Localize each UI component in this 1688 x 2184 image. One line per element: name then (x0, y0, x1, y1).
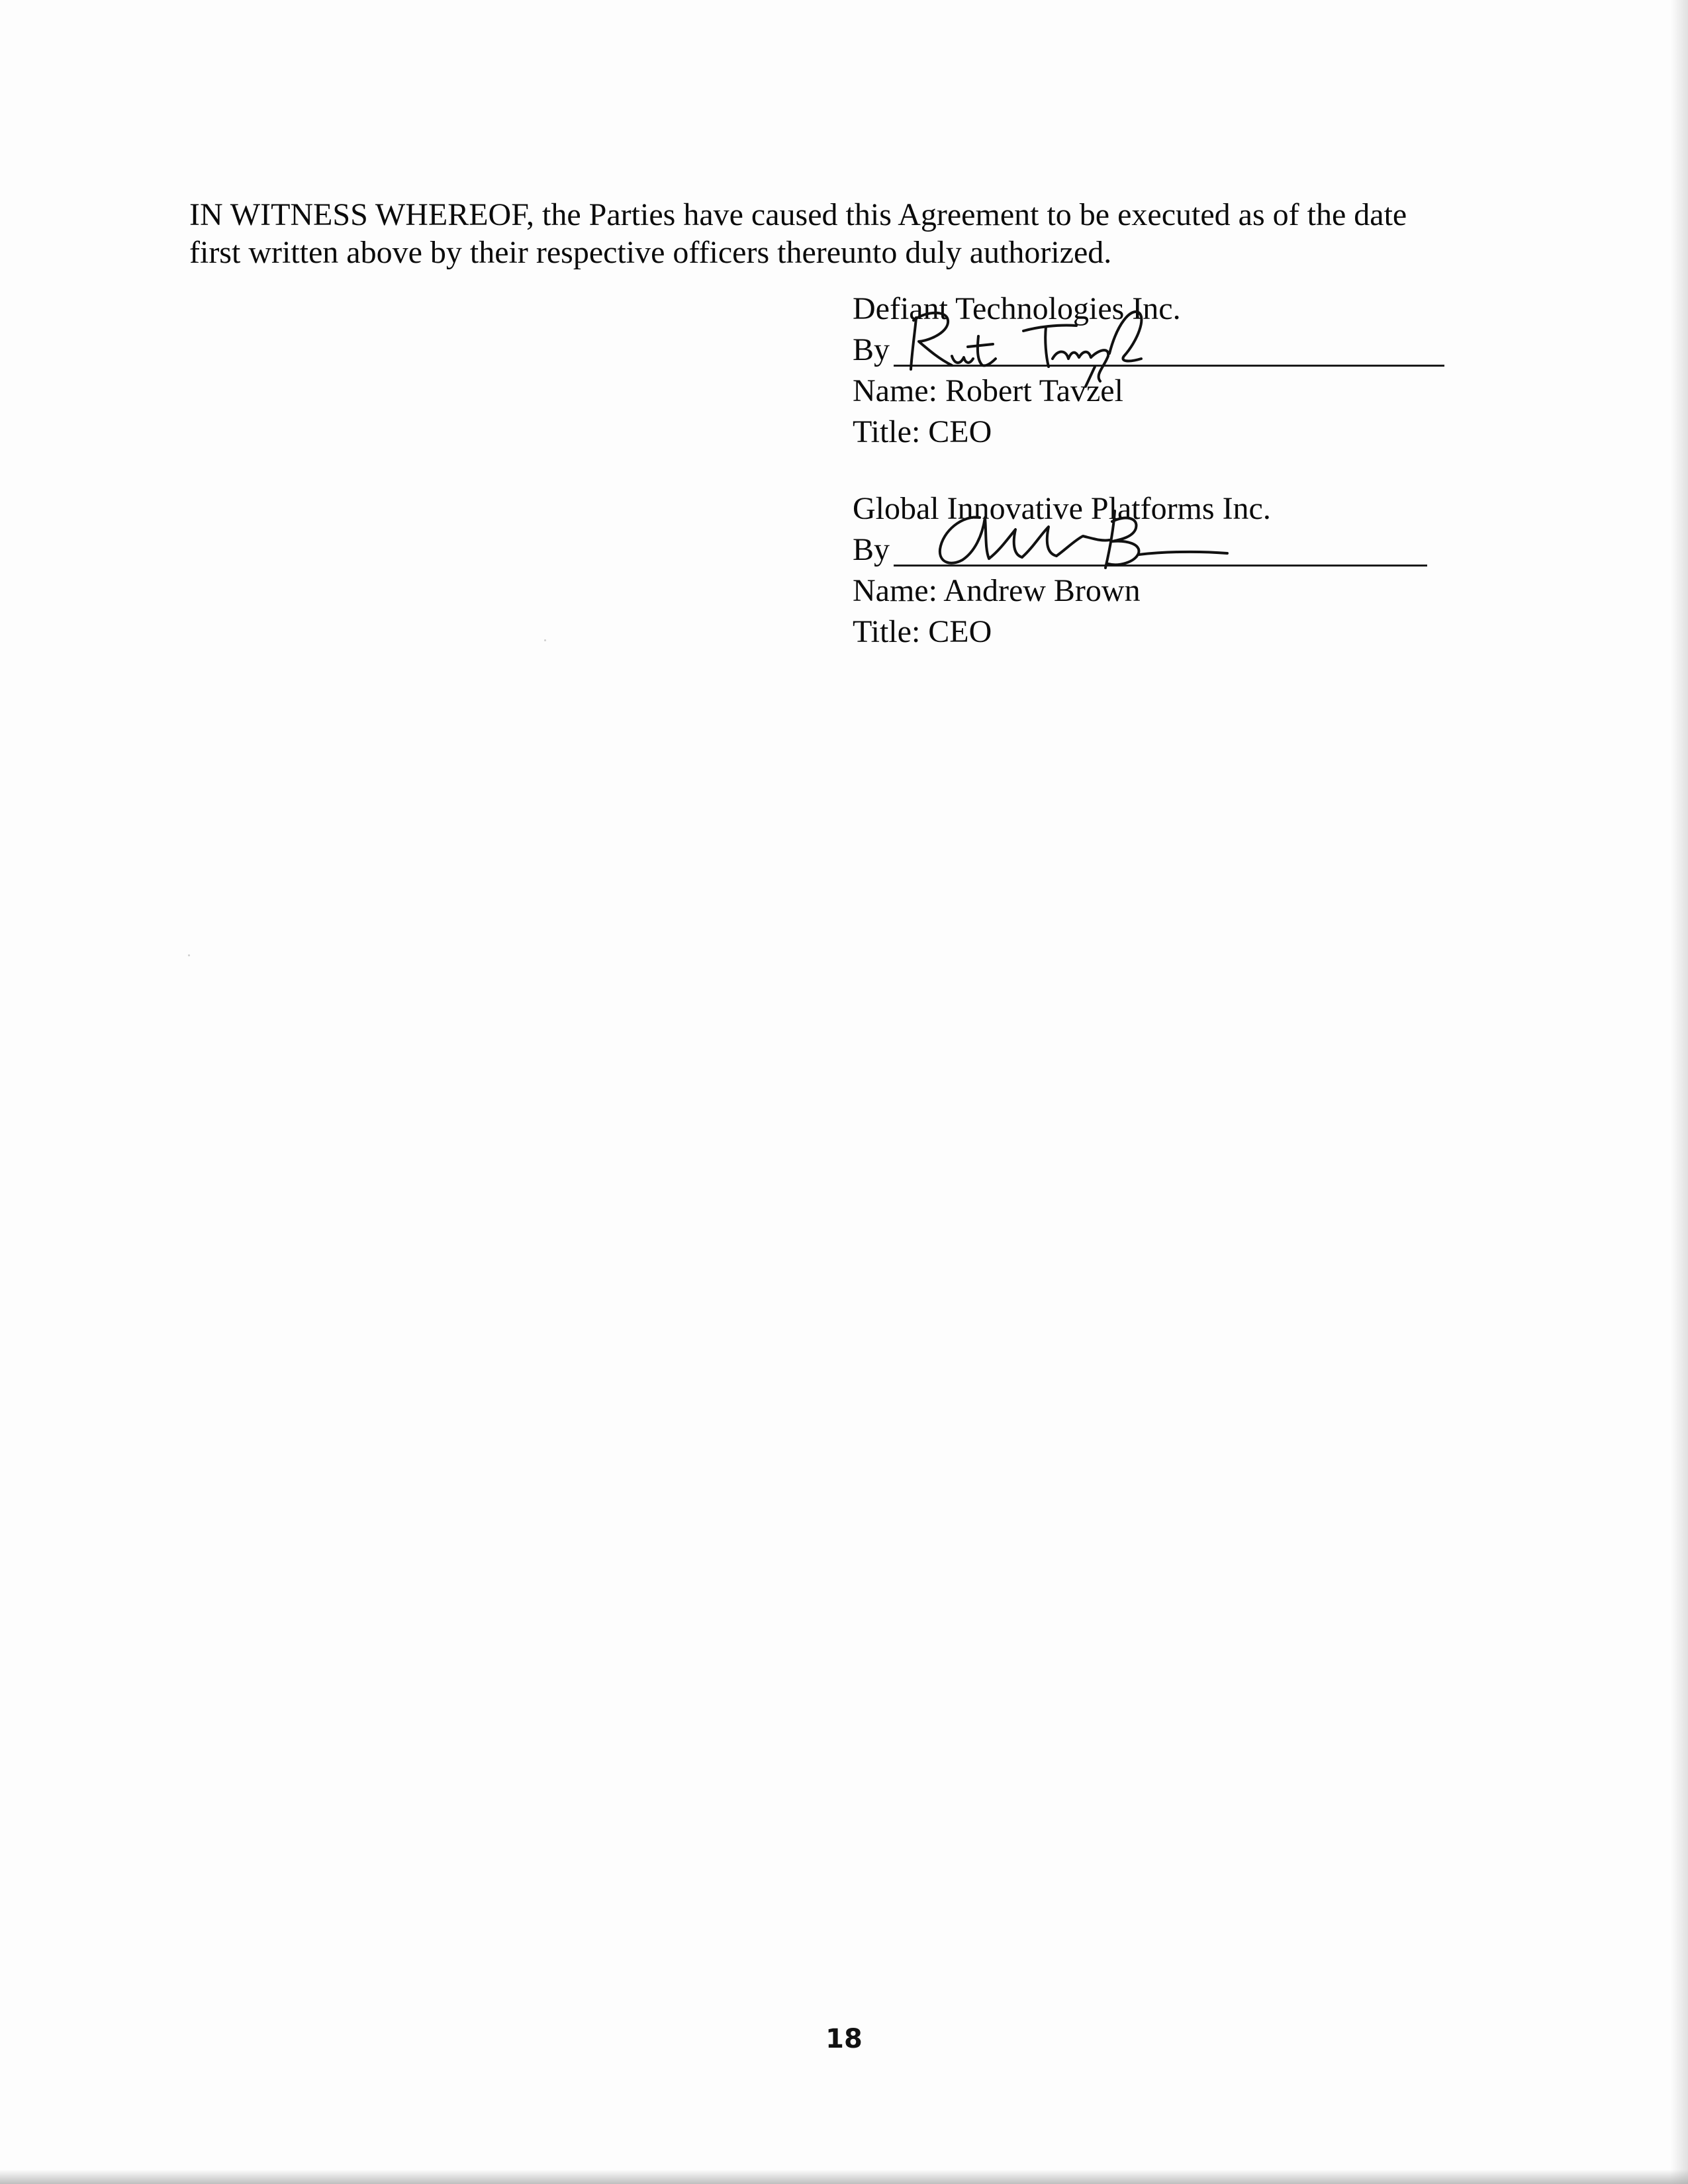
signature-line (853, 529, 1448, 570)
witness-clause (189, 196, 1500, 271)
signatory-title: Title: CEO (853, 614, 992, 649)
witness-clause-line-2: first written above by their respective officers thereunto duly authorized. (189, 235, 1112, 270)
signatory-name: Name: Robert Tavzel (853, 373, 1123, 408)
signature-block-global-innovative (853, 488, 1448, 653)
by-label: By (853, 332, 890, 367)
company-name: Defiant Technologies Inc. (853, 291, 1181, 326)
signature-line (853, 330, 1448, 371)
scan-edge-shadow-bottom (0, 2169, 1688, 2184)
signatory-title: Title: CEO (853, 414, 992, 449)
by-label: By (853, 532, 890, 567)
company-name: Global Innovative Platforms Inc. (853, 491, 1271, 526)
scan-speck (188, 954, 190, 956)
handwritten-signature-tavzel (899, 303, 1177, 389)
signature-block-defiant (853, 289, 1448, 453)
scan-speck (544, 639, 546, 641)
handwritten-signature-brown (916, 498, 1274, 584)
signatory-name: Name: Andrew Brown (853, 573, 1141, 608)
witness-clause-line-1: IN WITNESS WHEREOF, the Parties have caused this Agreement to be executed as of the date (189, 197, 1407, 232)
scan-edge-shadow-right (1671, 0, 1688, 2184)
page-number: 18 (825, 2024, 863, 2054)
